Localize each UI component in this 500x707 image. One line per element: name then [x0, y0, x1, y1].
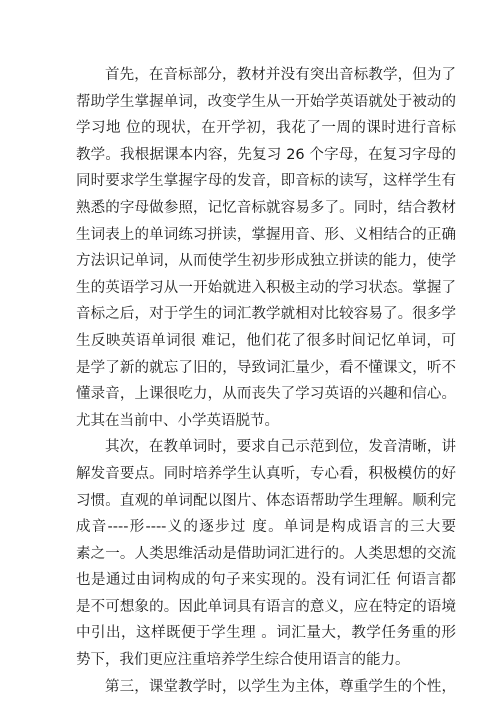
text-line: 生词表上的单词练习拼读，掌握用音、形、义相结合的正确: [76, 226, 456, 243]
text-line: 帮助学生掌握单词，改变学生从一开始学英语就处于被动的: [76, 93, 456, 110]
text-line: 其次，在教单词时，要求自己示范到位，发音清晰，讲: [105, 439, 456, 456]
text-line: 同时要求学生掌握字母的发音，即音标的读写，这样学生有: [76, 173, 456, 190]
text-line: 尤其在当前中、小学英语脱节。: [76, 412, 279, 429]
text-line: 势下，我们更应注重培养学生综合使用语言的能力。: [76, 652, 410, 669]
text-line: 第三，课堂教学时，以学生为主体，尊重学生的个性，: [105, 678, 456, 695]
text-line: 素之一。人类思维活动是借助词汇进行的。人类思想的交流: [76, 545, 456, 562]
text-line: 解发音要点。同时培养学生认真听，专心看，积极模仿的好: [76, 465, 456, 482]
text-line: 方法识记单词，从而使学生初步形成独立拼读的能力，使学: [76, 253, 456, 270]
text-line: 是不可想象的。因此单词具有语言的意义，应在特定的语境: [76, 598, 456, 615]
text-line: 音标之后，对于学生的词汇教学就相对比较容易了。很多学: [76, 306, 456, 323]
text-line: 生的英语学习从一开始就进入积极主动的学习状态。掌握了: [76, 279, 456, 296]
text-line: 懂录音，上课很吃力，从而丧失了学习英语的兴趣和信心。: [76, 386, 456, 403]
text-line: 习惯。直观的单词配以图片、体态语帮助学生理解。顺利完: [76, 492, 456, 509]
text-line: 生反映英语单词很 难记，他们花了很多时间记忆单词，可: [76, 332, 456, 349]
text-line: 教学。我根据课本内容，先复习 26 个字母，在复习字母的: [76, 146, 456, 163]
text-line: 中引出，这样既便于学生理 。词汇量大，教学任务重的形: [76, 625, 456, 642]
text-line: 学习地 位的现状，在开学初，我花了一周的课时进行音标: [76, 120, 456, 137]
text-line: 首先，在音标部分，教材并没有突出音标教学，但为了: [105, 67, 456, 83]
text-line: 是学了新的就忘了旧的，导致词汇量少，看不懂课文，听不: [76, 359, 456, 376]
body-text: [76, 62, 456, 700]
text-line: 也是通过由词构成的句子来实现的。没有词汇任 何语言都: [76, 572, 456, 589]
text-line: 熟悉的字母做参照，记忆音标就容易多了。同时，结合教材: [76, 199, 456, 216]
text-line: 成音----形----义的逐步过 度。单词是构成语言的三大要: [76, 519, 456, 536]
